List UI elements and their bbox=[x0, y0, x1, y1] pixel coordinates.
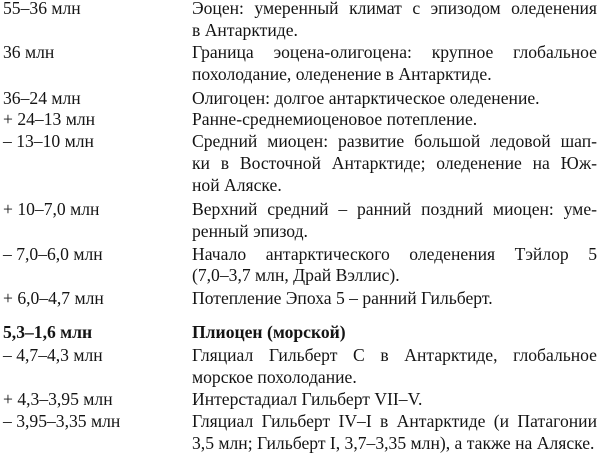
timeline-row bbox=[0, 63, 600, 85]
entry-text: Средний миоцен: развитие большой ледовой шап- bbox=[192, 131, 597, 151]
entry-date: – 7,0–6,0 млн bbox=[3, 244, 103, 264]
timeline-row bbox=[0, 388, 600, 410]
entry-text: Ранне-среднемиоценовое потепление. bbox=[192, 109, 478, 129]
section-title: Плиоцен (морской) bbox=[192, 322, 346, 342]
entry-text: Гляциал Гильберт IV–I в Антарктиде (и Патагонии bbox=[192, 411, 597, 431]
entry-text: Верхний средний – ранний поздний миоцен: уме- bbox=[192, 199, 597, 219]
entry-text: ки в Восточной Антарктиде; оледенение на Юж- bbox=[192, 153, 597, 173]
timeline-row bbox=[0, 220, 600, 242]
timeline-row bbox=[0, 366, 600, 388]
timeline-row bbox=[0, 87, 600, 109]
entry-text: Эоцен: умеренный климат с эпизодом оледенения bbox=[192, 0, 597, 18]
entry-text: Гляциал Гильберт C в Антарктиде, глобальное bbox=[192, 345, 597, 365]
timeline-row bbox=[0, 198, 600, 220]
timeline-row bbox=[0, 174, 600, 196]
entry-text: Граница эоцена-олигоцена: крупное глобальное bbox=[192, 42, 597, 62]
timeline-row bbox=[0, 108, 600, 130]
section-heading-row bbox=[0, 321, 600, 343]
timeline-row bbox=[0, 410, 600, 432]
timeline-row bbox=[0, 130, 600, 152]
entry-text: похолодание, оледенение в Антарктиде. bbox=[192, 64, 492, 84]
entry-date: + 10–7,0 млн bbox=[3, 199, 100, 219]
entry-text: морское похолодание. bbox=[192, 367, 357, 387]
timeline-row bbox=[0, 41, 600, 63]
timeline-row bbox=[0, 344, 600, 366]
entry-text: ной Аляске. bbox=[192, 175, 282, 195]
timeline-row bbox=[0, 243, 600, 265]
timeline-row bbox=[0, 152, 600, 174]
timeline-row bbox=[0, 19, 600, 41]
entry-date: + 24–13 млн bbox=[3, 109, 96, 129]
timeline-row bbox=[0, 432, 600, 454]
entry-date: – 4,7–4,3 млн bbox=[3, 345, 103, 365]
entry-date: + 4,3–3,95 млн bbox=[3, 389, 113, 409]
entry-date: 36–24 млн bbox=[3, 88, 81, 108]
timeline-row bbox=[0, 287, 600, 309]
timeline-row bbox=[0, 264, 600, 286]
entry-text: Олигоцен: долгое антарктическое оледенение. bbox=[192, 88, 540, 108]
entry-text: ренный эпизод. bbox=[192, 221, 308, 241]
entry-text: Начало антарктического оледенения Тэйлор 5 bbox=[192, 244, 597, 264]
entry-date: 55–36 млн bbox=[3, 0, 81, 18]
entry-date: – 13–10 млн bbox=[3, 131, 94, 151]
entry-date: – 3,95–3,35 млн bbox=[3, 411, 121, 431]
entry-text: в Антарктиде. bbox=[192, 20, 298, 40]
section-date: 5,3–1,6 млн bbox=[3, 322, 93, 342]
entry-date: + 6,0–4,7 млн bbox=[3, 288, 104, 308]
entry-text: 3,5 млн; Гильберт I, 3,7–3,35 млн), а также на Аляске. bbox=[192, 433, 595, 453]
timeline-row bbox=[0, 0, 600, 19]
entry-text: (7,0–3,7 млн, Драй Вэллис). bbox=[192, 265, 400, 285]
entry-text: Интерстадиал Гильберт VII–V. bbox=[192, 389, 423, 409]
entry-date: 36 млн bbox=[3, 42, 55, 62]
entry-text: Потепление Эпоха 5 – ранний Гильберт. bbox=[192, 288, 493, 308]
